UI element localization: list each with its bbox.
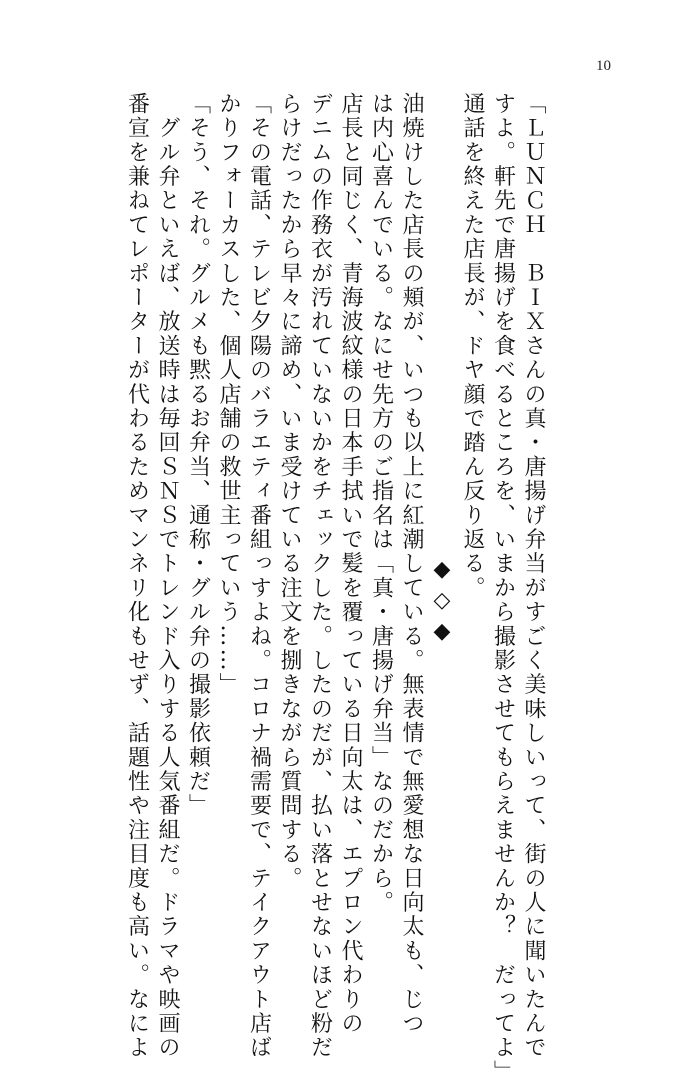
- text-line: は内心喜んでいる。なにせ先方のご指名は「真・唐揚げ弁当」なのだから。: [368, 92, 394, 915]
- text-line: かりフォーカスした、個人店舗の救世主っていう……」: [216, 92, 241, 697]
- body-text: [88, 92, 548, 1084]
- text-line: らけだったから早々に諦め、いま受けている注文を捌きながら質問する。: [277, 92, 302, 891]
- text-line: 店長と同じく、青海波紋様の日本手拭いで髪を覆っている日向太は、エプロン代わりの: [338, 92, 363, 1036]
- text-line: すよ。軒先で唐揚げを食べるところを、いまから撮影させてもらえませんか？ だってよ」: [490, 92, 516, 1084]
- text-line: 「そう、それ。グルメも黙るお弁当、通称・グル弁の撮影依頼だ」: [185, 92, 211, 818]
- text-line: グル弁といえば、放送時は毎回ＳＮＳでトレンド入りする人気番組だ。ドラマや映画の: [155, 92, 180, 1060]
- text-line: デニムの作務衣が汚れていないかをチェックした。したのだが、払い落とせないほど粉だ: [307, 92, 333, 1060]
- section-separator: ◆◇◆: [429, 556, 455, 650]
- text-line: 「その電話、テレビ夕陽のバラエティ番組っすよね。コロナ禍需要で、テイクアウト店ば: [246, 92, 272, 1060]
- text-line: 「ＬＵＮＣＨ ＢＩＸさんの真・唐揚げ弁当がすごく美味しいって、街の人に聞いたんで: [521, 92, 546, 1060]
- page-number: 10: [596, 58, 611, 74]
- text-line: 番宣を兼ねてレポーターが代わるためマンネリ化もせず、話題性や注目度も高い。なによ: [124, 92, 150, 1060]
- text-line: 通話を終えた店長が、ドヤ顔で踏ん反り返る。: [460, 92, 485, 601]
- text-line: 油焼けした店長の頬が、いつも以上に紅潮している。無表情で無愛想な日向太も、じつ: [399, 92, 424, 1036]
